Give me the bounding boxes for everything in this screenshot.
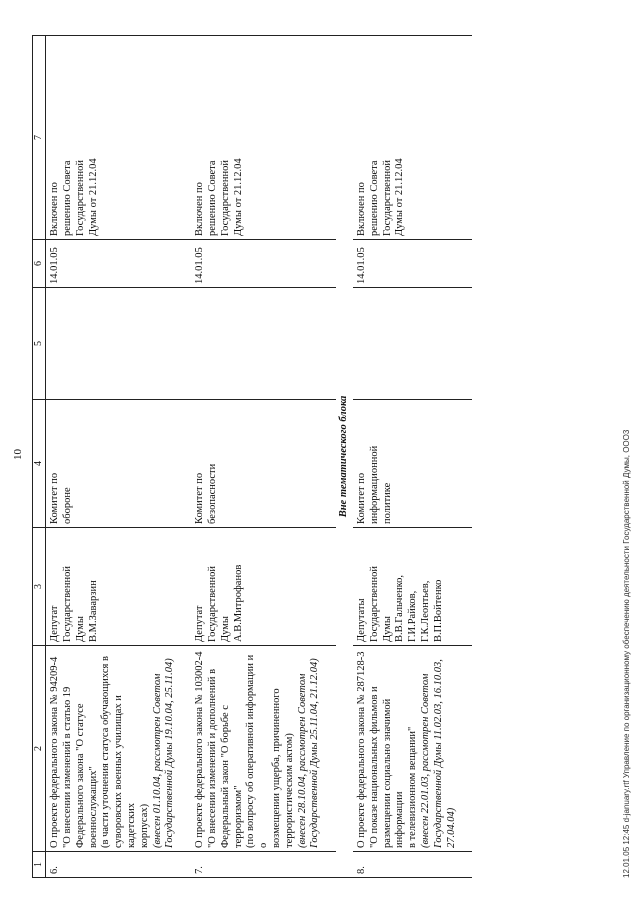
column-header-3: 3 [33, 528, 46, 646]
row-number: 6. [46, 852, 191, 878]
bill-author: Депутаты Государственной Думы В.В.Гальченко, Г.И.Райков, Г.К.Леонтьев, В.П.Войтенко [353, 528, 472, 646]
status-cell: Включен по решению Совета Государственной Думы от 21.12.04 [353, 36, 472, 240]
bill-title: О проекте федерального закона № 287128-3 "О показе национальных фильмов и размещении социально значимой информации в телевизионном вещании" [355, 651, 419, 848]
column-header-2: 2 [33, 646, 46, 852]
bill-note: (внесен 28.10.04, рассмотрен Советом Государственной Думы 25.11.04, 21.12.04) [296, 658, 321, 848]
column-header-5: 5 [33, 288, 46, 400]
bill-author: Депутат Государственной Думы В.М.Заварзин [46, 528, 191, 646]
column-5-cell [46, 288, 191, 400]
column-number-row [33, 36, 46, 878]
date-cell: 14.01.05 [353, 240, 472, 288]
table-row [191, 36, 336, 878]
bill-cell [191, 646, 336, 852]
agenda-table [32, 35, 472, 878]
status-cell: Включен по решению Совета Государственной Думы от 21.12.04 [191, 36, 336, 240]
responsible-committee: Комитет по безопасности [191, 400, 336, 528]
bill-cell [353, 646, 472, 852]
responsible-committee: Комитет по обороне [46, 400, 191, 528]
page-number: 10 [12, 449, 24, 460]
column-header-6: 6 [33, 240, 46, 288]
section-heading-row [336, 36, 353, 878]
date-cell: 14.01.05 [46, 240, 191, 288]
section-heading: Вне тематического блока [336, 36, 353, 878]
responsible-committee: Комитет по информационной политике [353, 400, 472, 528]
bill-title: О проекте федерального закона № 103002-4 "О внесении изменений и дополнений в Федеральный закон "О борьбе с терроризмом" (по вопросу об оперативной информации и о возмещении ущерба, причиненного террористическим актом) [194, 651, 295, 848]
table-row [46, 36, 191, 878]
status-cell: Включен по решению Совета Государственной Думы от 21.12.04 [46, 36, 191, 240]
column-header-4: 4 [33, 400, 46, 528]
bill-note: (внесен 01.10.04, рассмотрен Советом Государственной Думы 19.10.04, 25.11.04) [151, 658, 176, 848]
document-footer: 12.01.05 12:45 d-january.rtf Управление по организационному обеспечению деятельности Государственной Думы, ООО3 [622, 429, 631, 878]
table-row [353, 36, 472, 878]
bill-title: О проекте федерального закона № 94209-4 "О внесении изменений в статью 19 Федерального закона "О статусе военнослужащих" (в части уточнения статуса обучающихся в суворовских военных училищах и кадетских корпусах) [49, 656, 150, 848]
column-header-7: 7 [33, 36, 46, 240]
column-header-1: 1 [33, 852, 46, 878]
row-number: 7. [191, 852, 336, 878]
date-cell: 14.01.05 [191, 240, 336, 288]
column-5-cell [191, 288, 336, 400]
bill-author: Депутат Государственной Думы А.В.Митрофанов [191, 528, 336, 646]
bill-note: (внесен 22.01.03, рассмотрен Советом Государственной Думы 11.02.03, 16.10.03, 27.04.04) [419, 659, 457, 848]
bill-cell [46, 646, 191, 852]
column-5-cell [353, 288, 472, 400]
row-number: 8. [353, 852, 472, 878]
